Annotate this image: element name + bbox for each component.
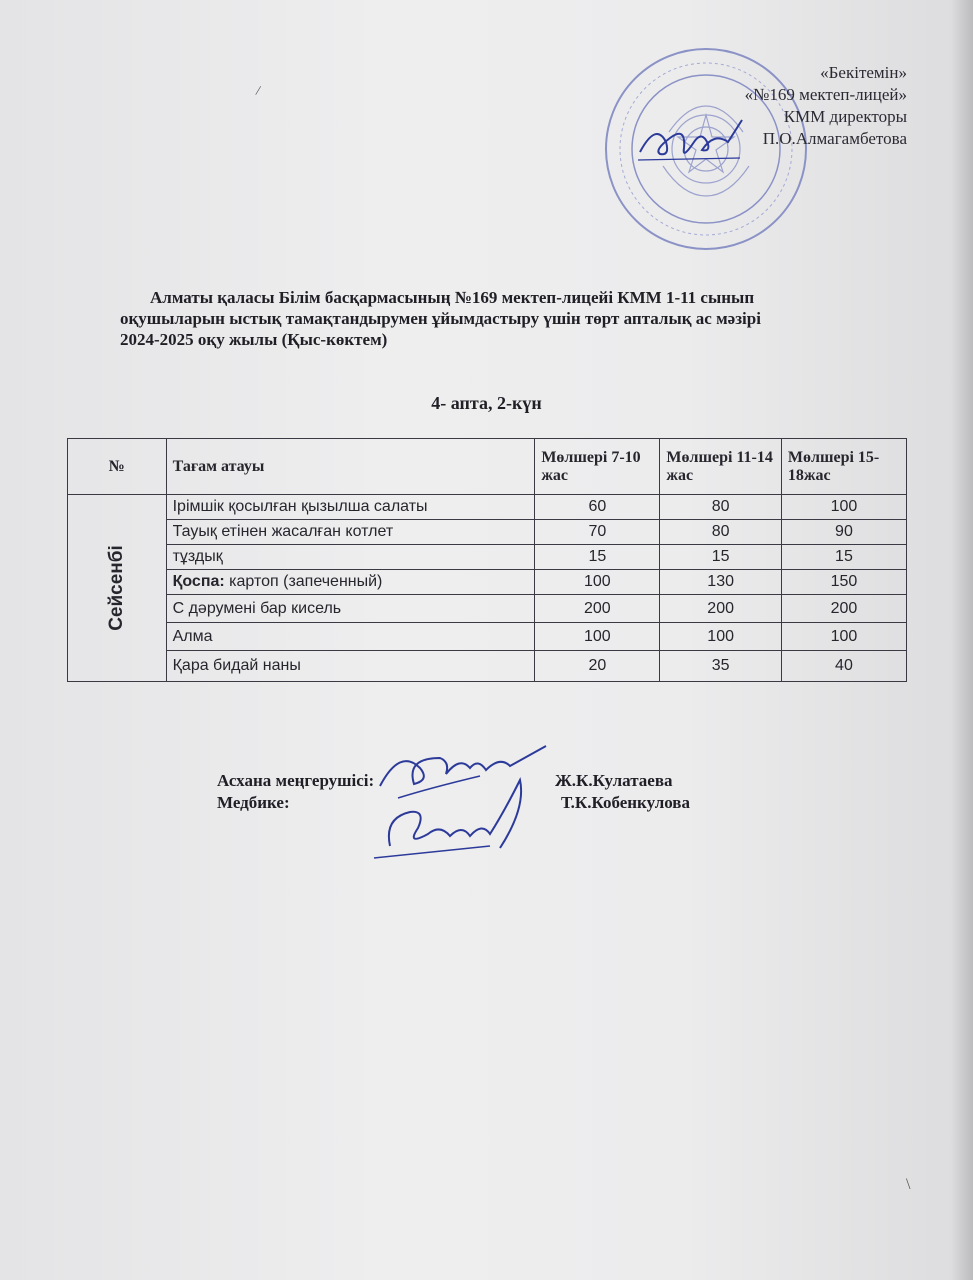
header-number: № [68,439,167,495]
table-header-row [68,439,907,495]
approval-line-2: «№169 мектеп-лицей» [744,85,907,104]
approval-line-1: «Бекітемін» [820,63,907,82]
portion-7-10: 200 [535,595,660,623]
portion-15-18: 40 [781,651,906,682]
weekday-label: Сейсенбі [105,545,127,631]
portion-15-18: 200 [781,595,906,623]
table-row [68,595,907,623]
approval-line-4: П.О.Алмагамбетова [762,129,907,148]
approval-block [745,62,907,150]
header-dish-name: Тағам атауы [166,439,535,495]
dish-name: тұздық [166,545,535,570]
portion-11-14: 35 [660,651,781,682]
header-age-15-18: Мөлшері 15-18жас [781,439,906,495]
table-row [68,651,907,682]
handwritten-signatures [370,728,550,878]
title-line-3: 2024-2025 оқу жылы (Қыс-көктем) [120,330,388,349]
table-row [68,495,907,520]
dish-name: Алма [166,623,535,651]
nurse-name: Т.К.Кобенкулова [561,793,690,812]
cook-role: Асхана меңгерушісі: [217,771,375,790]
director-signature [636,112,746,172]
dish-name: С дәрумені бар кисель [166,595,535,623]
portion-11-14: 130 [660,570,781,595]
title-line-1: Алматы қаласы Білім басқармасының №169 мектеп-лицейі КММ 1-11 сынып [150,288,755,307]
portion-11-14: 100 [660,623,781,651]
portion-11-14: 15 [660,545,781,570]
portion-11-14: 200 [660,595,781,623]
portion-15-18: 150 [781,570,906,595]
portion-11-14: 80 [660,495,781,520]
table-row [68,570,907,595]
dish-name: Тауық етінен жасалған котлет [166,520,535,545]
nurse-role: Медбике: [217,793,290,812]
portion-7-10: 60 [535,495,660,520]
document-title [120,287,910,350]
portion-7-10: 15 [535,545,660,570]
page-edge-shadow [951,0,973,1280]
title-line-2: оқушыларын ыстық тамақтандырумен ұйымдастыру үшін төрт апталық ас мәзірі [120,309,761,328]
portion-15-18: 100 [781,623,906,651]
portion-15-18: 90 [781,520,906,545]
portion-15-18: 100 [781,495,906,520]
stray-pen-mark: / [254,83,262,100]
portion-7-10: 20 [535,651,660,682]
portion-7-10: 70 [535,520,660,545]
dish-prefix: Қоспа: [172,573,225,590]
portion-15-18: 15 [781,545,906,570]
portion-7-10: 100 [535,570,660,595]
cook-name: Ж.К.Кулатаева [555,771,673,790]
stray-pen-mark: \ [906,1176,911,1193]
dish-name: Қара бидай наны [166,651,535,682]
portion-7-10: 100 [535,623,660,651]
dish-name [166,570,535,595]
header-age-11-14: Мөлшері 11-14 жас [660,439,781,495]
table-row [68,623,907,651]
header-age-7-10: Мөлшері 7-10 жас [535,439,660,495]
dish-name: Ірімшік қосылған қызылша салаты [166,495,535,520]
portion-11-14: 80 [660,520,781,545]
dish-name-text: картоп (запеченный) [224,573,383,590]
table-row [68,545,907,570]
menu-table [67,438,907,682]
approval-line-3: КММ директоры [783,107,907,126]
table-row [68,520,907,545]
week-day-subtitle: 4- апта, 2-күн [431,393,542,413]
weekday-cell [68,495,167,682]
